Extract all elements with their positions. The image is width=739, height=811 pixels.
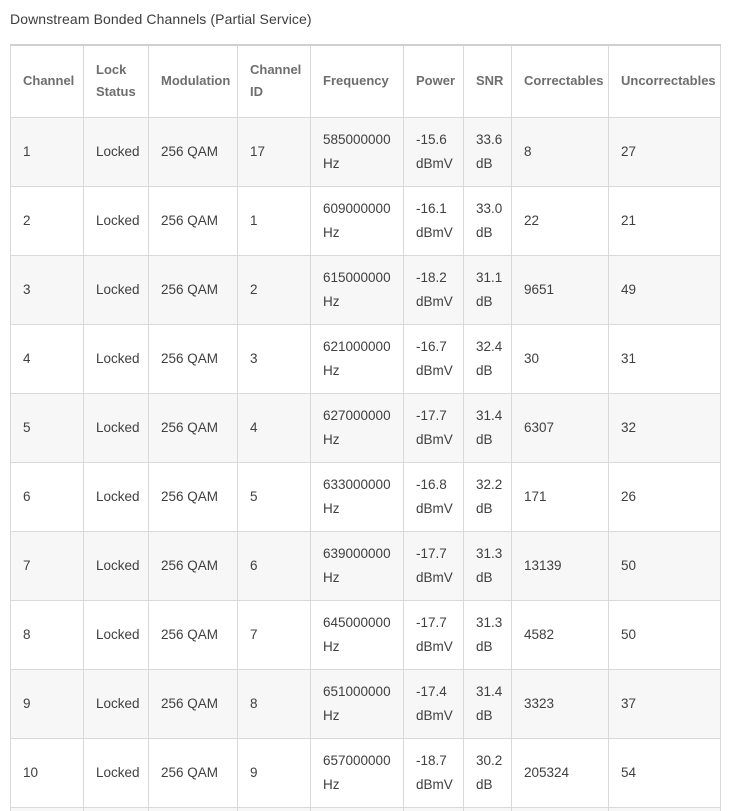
- table-row: [11, 117, 721, 186]
- cell-lock-status: Locked: [84, 393, 149, 462]
- cell-channel-id: 3: [238, 324, 311, 393]
- cell-modulation: 256 QAM: [149, 324, 238, 393]
- cell-power: -16.8 dBmV: [404, 462, 464, 531]
- cell-modulation: 256 QAM: [149, 669, 238, 738]
- cell-power: -18.2 dBmV: [404, 255, 464, 324]
- cell-channel-id: 1: [238, 186, 311, 255]
- table-body: [11, 117, 721, 811]
- cell-empty: [149, 807, 238, 811]
- cell-power: -18.7 dBmV: [404, 738, 464, 807]
- column-header-uncorrectables: Uncorrectables: [609, 45, 721, 117]
- table-row: [11, 324, 721, 393]
- cell-snr: 32.4 dB: [464, 324, 512, 393]
- cell-snr: 31.3 dB: [464, 600, 512, 669]
- table-header: [11, 45, 721, 117]
- cell-frequency: 621000000 Hz: [311, 324, 404, 393]
- column-header-modulation: Modulation: [149, 45, 238, 117]
- cell-snr: 31.3 dB: [464, 531, 512, 600]
- cell-frequency: 657000000 Hz: [311, 738, 404, 807]
- table-row: [11, 531, 721, 600]
- cell-correctables: 9651: [512, 255, 609, 324]
- cell-empty: [609, 807, 721, 811]
- column-header-channel: Channel: [11, 45, 84, 117]
- cell-modulation: 256 QAM: [149, 600, 238, 669]
- cell-channel: 6: [11, 462, 84, 531]
- cell-uncorrectables: 37: [609, 669, 721, 738]
- cell-empty: [512, 807, 609, 811]
- table-row: [11, 393, 721, 462]
- table-row: [11, 186, 721, 255]
- column-header-frequency: Frequency: [311, 45, 404, 117]
- cell-lock-status: Locked: [84, 669, 149, 738]
- cell-channel-id: 4: [238, 393, 311, 462]
- cell-correctables: 3323: [512, 669, 609, 738]
- cell-uncorrectables: 31: [609, 324, 721, 393]
- cell-channel: 7: [11, 531, 84, 600]
- cell-channel: 5: [11, 393, 84, 462]
- cell-frequency: 639000000 Hz: [311, 531, 404, 600]
- cell-empty: [311, 807, 404, 811]
- column-header-correctables: Correctables: [512, 45, 609, 117]
- cell-channel: 1: [11, 117, 84, 186]
- cell-power: -16.7 dBmV: [404, 324, 464, 393]
- cell-power: -17.4 dBmV: [404, 669, 464, 738]
- table-row: [11, 600, 721, 669]
- cell-modulation: 256 QAM: [149, 738, 238, 807]
- cell-snr: 31.4 dB: [464, 393, 512, 462]
- cell-modulation: 256 QAM: [149, 255, 238, 324]
- cell-frequency: 615000000 Hz: [311, 255, 404, 324]
- cell-snr: 30.2 dB: [464, 738, 512, 807]
- cell-power: -17.7 dBmV: [404, 393, 464, 462]
- cell-modulation: 256 QAM: [149, 462, 238, 531]
- cell-frequency: 651000000 Hz: [311, 669, 404, 738]
- cell-channel: 9: [11, 669, 84, 738]
- cell-lock-status: Locked: [84, 531, 149, 600]
- cell-correctables: 8: [512, 117, 609, 186]
- cell-power: -16.1 dBmV: [404, 186, 464, 255]
- cell-uncorrectables: 54: [609, 738, 721, 807]
- cell-lock-status: Locked: [84, 600, 149, 669]
- cell-lock-status: Locked: [84, 117, 149, 186]
- cell-frequency: 627000000 Hz: [311, 393, 404, 462]
- column-header-power: Power: [404, 45, 464, 117]
- cell-frequency: 633000000 Hz: [311, 462, 404, 531]
- cell-correctables: 30: [512, 324, 609, 393]
- cell-correctables: 22: [512, 186, 609, 255]
- cell-channel-id: 2: [238, 255, 311, 324]
- column-header-lock-status: Lock Status: [84, 45, 149, 117]
- cell-correctables: 6307: [512, 393, 609, 462]
- cell-empty: [11, 807, 84, 811]
- cell-channel: 3: [11, 255, 84, 324]
- cell-lock-status: Locked: [84, 462, 149, 531]
- table-row: [11, 669, 721, 738]
- page-title: Downstream Bonded Channels (Partial Service): [10, 11, 312, 27]
- cell-uncorrectables: 32: [609, 393, 721, 462]
- cell-lock-status: Locked: [84, 186, 149, 255]
- cell-uncorrectables: 50: [609, 600, 721, 669]
- cell-uncorrectables: 26: [609, 462, 721, 531]
- cell-correctables: 171: [512, 462, 609, 531]
- cell-power: -15.6 dBmV: [404, 117, 464, 186]
- cell-empty: [404, 807, 464, 811]
- column-header-snr: SNR: [464, 45, 512, 117]
- cell-frequency: 585000000 Hz: [311, 117, 404, 186]
- cell-power: -17.7 dBmV: [404, 531, 464, 600]
- cell-empty: [464, 807, 512, 811]
- cell-snr: 31.1 dB: [464, 255, 512, 324]
- table-row-partial: [11, 807, 721, 811]
- cell-channel: 4: [11, 324, 84, 393]
- downstream-bonded-channels-table: [10, 44, 721, 811]
- cell-correctables: 205324: [512, 738, 609, 807]
- cell-correctables: 4582: [512, 600, 609, 669]
- cell-channel-id: 9: [238, 738, 311, 807]
- cell-channel-id: 7: [238, 600, 311, 669]
- cell-snr: 33.0 dB: [464, 186, 512, 255]
- cell-channel-id: 6: [238, 531, 311, 600]
- cell-frequency: 609000000 Hz: [311, 186, 404, 255]
- cell-channel: 8: [11, 600, 84, 669]
- cell-uncorrectables: 49: [609, 255, 721, 324]
- cell-lock-status: Locked: [84, 324, 149, 393]
- cell-frequency: 645000000 Hz: [311, 600, 404, 669]
- cell-snr: 33.6 dB: [464, 117, 512, 186]
- cell-snr: 32.2 dB: [464, 462, 512, 531]
- cell-modulation: 256 QAM: [149, 393, 238, 462]
- cell-uncorrectables: 27: [609, 117, 721, 186]
- cell-uncorrectables: 50: [609, 531, 721, 600]
- cell-empty: [238, 807, 311, 811]
- cell-power: -17.7 dBmV: [404, 600, 464, 669]
- table-row: [11, 255, 721, 324]
- cell-channel: 2: [11, 186, 84, 255]
- cell-lock-status: Locked: [84, 255, 149, 324]
- cell-empty: [84, 807, 149, 811]
- cell-channel-id: 17: [238, 117, 311, 186]
- cell-channel: 10: [11, 738, 84, 807]
- cell-modulation: 256 QAM: [149, 531, 238, 600]
- cell-channel-id: 5: [238, 462, 311, 531]
- cell-lock-status: Locked: [84, 738, 149, 807]
- table-row: [11, 738, 721, 807]
- cell-snr: 31.4 dB: [464, 669, 512, 738]
- cell-modulation: 256 QAM: [149, 117, 238, 186]
- cell-correctables: 13139: [512, 531, 609, 600]
- cell-uncorrectables: 21: [609, 186, 721, 255]
- column-header-channel-id: Channel ID: [238, 45, 311, 117]
- cell-channel-id: 8: [238, 669, 311, 738]
- table-row: [11, 462, 721, 531]
- table-header-row: [11, 45, 721, 117]
- cell-modulation: 256 QAM: [149, 186, 238, 255]
